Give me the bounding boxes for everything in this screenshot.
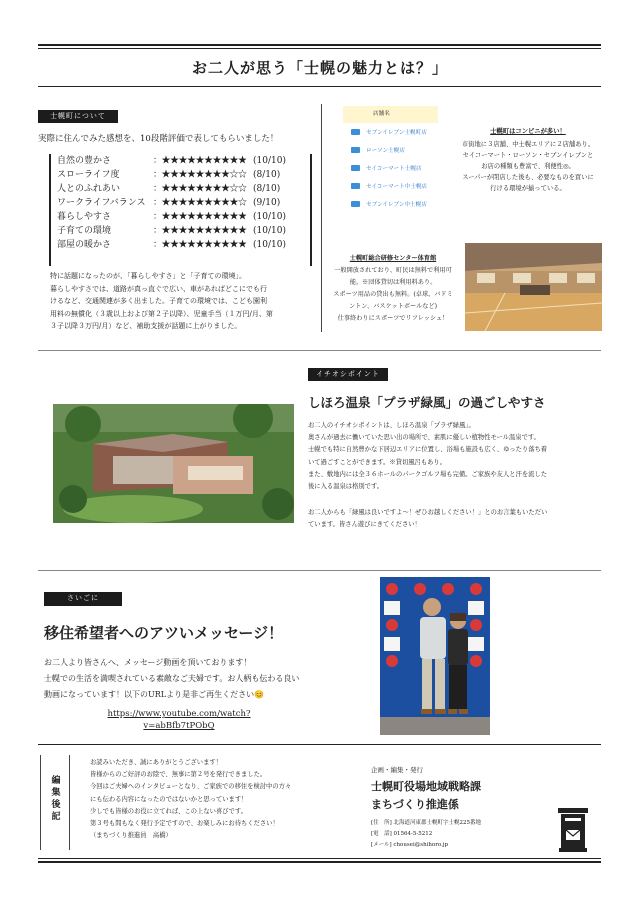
title-rule: [38, 86, 601, 87]
rating-stars: ：★★★★★★★★☆☆: [153, 184, 247, 194]
store-table: [343, 106, 438, 213]
store-link-icon: [351, 183, 360, 189]
store-link-icon: [351, 201, 360, 207]
gym-photo: [465, 243, 602, 331]
about-note-line: 特に話題になったのが、「暮らしやすさ」と「子育ての環境」。: [50, 272, 246, 280]
closing-line: 動画になっています！以下のURLより是非ご再生ください😊: [44, 690, 265, 699]
closing-title: 移住希望者へのアツいメッセージ！: [44, 624, 284, 642]
postscript-line: お読みいただき、誠にありがとうございます！: [90, 759, 222, 766]
rating-stars: ：★★★★★★★★★★: [153, 226, 247, 236]
stores-title: 士幌町はコンビニが多い！: [490, 128, 566, 135]
rating-score: (8/10): [253, 184, 281, 194]
gym-text: [322, 253, 464, 325]
stores-line: お店の種類も豊富で、利便性◎。: [481, 163, 575, 170]
rating-score: (8/10): [253, 170, 281, 180]
publisher-mail[interactable]: [メール] chousei@shihoro.jp: [371, 842, 449, 848]
store-name: セイコーマート士幌店: [366, 166, 422, 172]
rating-row: [57, 182, 312, 196]
about-intro: 実際に住んでみた感想を、10段階評価で表してもらいました！: [38, 134, 279, 144]
rating-score: (10/10): [253, 212, 286, 222]
rating-label: 人とのふれあい: [57, 184, 121, 194]
postscript-line: 少しでも皆様のお役に立てれば、この上ない喜びです。: [90, 807, 247, 815]
publisher-name1: 士幌町役場地域戦略課: [371, 780, 481, 793]
closing-tag: さいごに: [44, 592, 122, 606]
gym-line: ントン、バスケットボールなど): [348, 303, 438, 310]
video-url-line: v=abBfb7tPObQ: [143, 721, 215, 731]
store-name: セブンイレブン士幌町店: [366, 130, 427, 136]
page-title: お二人が思う「士幌の魅力とは？」: [191, 59, 448, 77]
publisher-block: [371, 765, 561, 851]
onsen-body: [308, 420, 608, 532]
stores-text: [448, 126, 608, 194]
gym-line: 一般開放されており、町民は無料で利用可: [334, 267, 452, 274]
ratings-right-bar: [310, 154, 312, 266]
onsen-title: しほろ温泉「プラザ緑風」の過ごしやすさ: [308, 395, 546, 410]
publisher-label: 企画・編集・発行: [371, 766, 423, 774]
about-note-line: けるなど、交通関連が多く出ました。子育ての環境では、こども園利: [50, 297, 267, 305]
section-rule-3: [38, 744, 601, 745]
top-rule-thick: [38, 44, 601, 46]
stores-line: 市街地に３店舗、中士幌エリアに２店舗あり。: [461, 141, 595, 148]
rating-score: (9/10): [253, 198, 281, 208]
rating-label: スローライフ度: [57, 170, 120, 180]
rating-row: [57, 210, 312, 224]
onsen-photo: [53, 404, 294, 523]
postscript-line: （まちづくり推進員 高橋）: [90, 832, 172, 840]
store-name: セブンイレブン中士幌店: [366, 202, 427, 208]
about-note-line: 用料の無償化（３歳以上および第２子以降）、児童手当（１万円/月、第: [50, 309, 273, 318]
section-rule-1: [38, 350, 601, 351]
rating-row: [57, 168, 312, 182]
onsen-quote-line: ています。皆さん遊びにきてください！: [308, 521, 421, 529]
publisher-phone: [電 話] 01564-5-5212: [371, 831, 433, 837]
gym-title: 士幌町総合研修センター体育館: [349, 255, 437, 262]
rating-stars: ：★★★★★★★★★☆: [153, 198, 247, 208]
postscript-line: 今回はご夫婦へのインタビューとなり、ご家族での移住を検討中の方々: [90, 783, 292, 791]
rating-stars: ：★★★★★★★★☆☆: [153, 170, 247, 180]
store-row[interactable]: [343, 195, 438, 213]
about-tag: 士幌町について: [38, 110, 118, 123]
rating-score: (10/10): [253, 240, 286, 250]
store-row[interactable]: [343, 177, 438, 195]
store-row[interactable]: [343, 141, 438, 159]
postscript-body: [90, 757, 350, 842]
about-note-line: 暮らしやすさでは、道路が真っ直ぐで広い、車があればどこにでも行: [50, 284, 267, 293]
video-url-link[interactable]: [44, 708, 314, 732]
top-rule-thin: [38, 48, 601, 49]
rating-label: 自然の豊かさ: [57, 156, 112, 166]
store-link-icon: [351, 129, 360, 135]
gym-line: スポーツ用品の貸出も無料。(卓球、バドミ: [333, 291, 453, 298]
closing-line: お二人より皆さんへ、メッセージ動画を頂いております！: [44, 658, 252, 667]
rating-stars: ：★★★★★★★★★★: [153, 240, 247, 250]
ratings-box: [57, 154, 312, 266]
postscript-label: 編集後記: [49, 775, 60, 823]
onsen-line: 奥さんが過去に働いていた思い出の場所で、素肌に優しい植物性モール温泉です。: [308, 434, 540, 442]
closing-line: 士幌での生活を満喫されている素敵なご夫婦です。お人柄も伝わる良い: [44, 674, 300, 683]
postscript-label-box: [40, 755, 70, 850]
store-name: セイコーマート中士幌店: [366, 184, 428, 190]
about-note: [50, 270, 315, 333]
ratings-left-bar: [49, 154, 51, 266]
rating-row: [57, 224, 312, 238]
store-name: ローソン士幌店: [366, 148, 405, 154]
rating-label: 暮らしやすさ: [57, 212, 112, 222]
store-row[interactable]: [343, 159, 438, 177]
store-row[interactable]: [343, 123, 438, 141]
publisher-address: [住 所] 北海道河東郡士幌町字士幌225番地: [371, 820, 482, 826]
bottom-rule-thin: [38, 858, 601, 859]
onsen-line: お二人のイチオシポイントは、しほろ温泉「プラザ緑風」。: [308, 422, 475, 429]
onsen-line: また、敷地内には全３６ホールのパークゴルフ場も完備。ご家族や友人と汗を流した: [308, 470, 548, 478]
about-note-line: ３子以降３万円/月）など、補助支援が話題に上がりました。: [50, 322, 242, 330]
onsen-line: いて過ごすことができます。※貸切風呂もあり。: [308, 458, 447, 466]
ratings-list: [57, 154, 312, 252]
onsen-line: 士幌でも特に自然豊かな下居辺エリアに位置し、浴場も施設も広く、ゆったり落ち着: [308, 446, 548, 454]
video-url-line: https://www.youtube.com/watch?: [107, 709, 251, 719]
section-rule-2: [38, 570, 601, 571]
rating-score: (10/10): [253, 226, 286, 236]
store-link-icon: [351, 147, 360, 153]
store-table-header: 店舗名: [343, 106, 438, 123]
bottom-rule-thick: [38, 861, 601, 863]
rating-row: [57, 238, 312, 252]
publisher-name2: まちづくり推進係: [371, 798, 459, 811]
rating-label: 部屋の暖かさ: [57, 240, 112, 250]
couple-photo: [380, 577, 490, 735]
rating-label: 子育ての環境: [57, 226, 112, 236]
rating-stars: ：★★★★★★★★★★: [153, 212, 247, 222]
closing-body: [44, 655, 344, 703]
rating-row: [57, 154, 312, 168]
mailbox-icon: [556, 808, 590, 852]
onsen-line: 後に入る温泉は格別です。: [308, 483, 384, 491]
onsen-quote-line: お二人からも「緑風は良いですよ～！ぜひお越しください！」とのお言葉もいただい: [308, 509, 548, 517]
stores-line: 行ける環境が揃っている。: [490, 185, 566, 192]
stores-line: セイコーマート・ローソン・セブンイレブンと: [462, 152, 594, 159]
gym-line: 仕事終わりにスポーツでリフレッシュ！: [337, 315, 449, 322]
rating-label: ワークライフバランス: [57, 198, 146, 208]
rating-stars: ：★★★★★★★★★★: [153, 156, 247, 166]
rating-score: (10/10): [253, 156, 286, 166]
gym-line: 能。※団体貸切は利用料あり。: [349, 279, 437, 286]
onsen-tag: イチオシポイント: [308, 368, 388, 381]
postscript-line: 第３号も間もなく発行予定ですので、お楽しみにお待ちください！: [90, 820, 279, 828]
stores-line: スーパーが閉店した後も、必要なものを買いに: [462, 174, 594, 181]
postscript-line: にも伝わる内容になったのではないかと思っています！: [90, 795, 248, 803]
rating-row: [57, 196, 312, 210]
postscript-line: 皆様からのご好評のお陰で、無事に第２号を発行できました。: [90, 771, 267, 779]
store-link-icon: [351, 165, 360, 171]
